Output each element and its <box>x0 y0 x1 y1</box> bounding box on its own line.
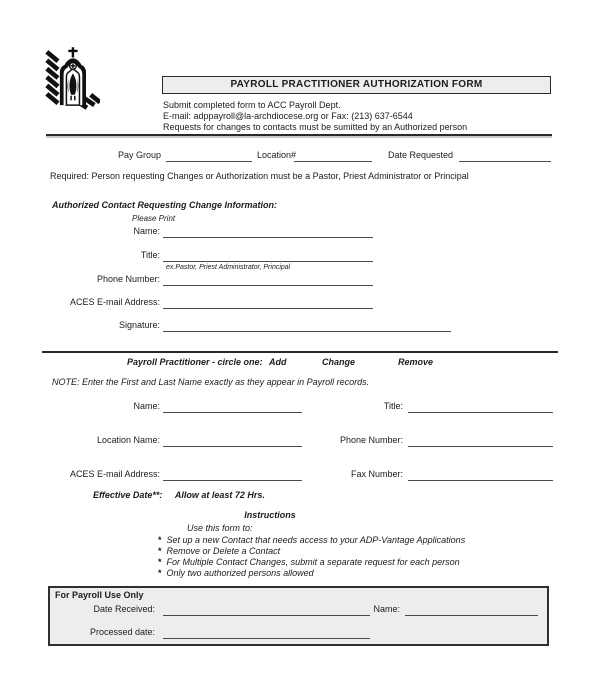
auth-email-input-line[interactable] <box>163 297 373 309</box>
prac-email-label: ACES E-mail Address: <box>69 469 160 479</box>
auth-name-input-line[interactable] <box>163 226 373 238</box>
date-requested-input-line[interactable] <box>459 150 551 162</box>
instruction-bullet: * For Multiple Contact Changes, submit a separate request for each person <box>158 557 460 567</box>
header-line-email-fax: E-mail: adppayroll@la-archdiocese.org or Fax: (213) 637-6544 <box>163 111 413 121</box>
auth-title-hint: ex.Pastor, Priest Administrator, Principal <box>166 264 291 271</box>
prac-name-input-line[interactable] <box>163 401 302 413</box>
payroll-name-input-line[interactable] <box>405 604 538 616</box>
prac-fax-label: Fax Number: <box>350 469 403 479</box>
prac-name-label: Name: <box>133 401 160 411</box>
auth-signature-input-line[interactable] <box>163 320 451 332</box>
prac-phone-input-line[interactable] <box>408 435 553 447</box>
instruction-bullet: * Remove or Delete a Contact <box>158 546 281 556</box>
auth-title-label: Title: <box>140 250 160 260</box>
pay-group-label: Pay Group <box>118 150 162 160</box>
prac-email-input-line[interactable] <box>163 469 302 481</box>
instruction-bullet: * Set up a new Contact that needs access to your ADP-Vantage Applications <box>158 535 466 545</box>
effective-date-row <box>93 490 265 501</box>
required-note: Required: Person requesting Changes or Authorization must be a Pastor, Priest Administrator or Principal <box>50 171 469 181</box>
archdiocese-la-logo-icon <box>44 45 100 111</box>
option-add[interactable]: Add <box>269 357 287 367</box>
section-divider <box>42 351 558 353</box>
date-requested-label: Date Requested <box>388 150 454 160</box>
prac-location-label: Location Name: <box>96 435 160 445</box>
header-line-submit: Submit completed form to ACC Payroll Dept. <box>163 100 341 110</box>
bullet-glyph: * <box>158 535 162 545</box>
processed-date-input-line[interactable] <box>163 627 370 639</box>
processed-date-label: Processed date: <box>89 627 155 637</box>
location-label: Location# <box>257 150 297 160</box>
option-change[interactable]: Change <box>322 357 356 367</box>
prac-title-input-line[interactable] <box>408 401 553 413</box>
practitioner-heading: Payroll Practitioner - circle one: <box>127 357 263 367</box>
prac-title-label: Title: <box>383 401 403 411</box>
instructions-intro: Use this form to: <box>187 523 253 533</box>
auth-title-input-line[interactable] <box>163 250 373 262</box>
auth-name-label: Name: <box>133 226 160 236</box>
auth-email-label: ACES E-mail Address: <box>69 297 160 307</box>
form-title: PAYROLL PRACTITIONER AUTHORIZATION FORM <box>162 76 551 94</box>
header-line-requests: Requests for changes to contacts must be sumitted by an Authorized person <box>163 122 468 132</box>
auth-signature-label: Signature: <box>118 320 160 330</box>
instructions-heading: Instructions <box>244 510 296 520</box>
please-print-note: Please Print <box>132 214 176 223</box>
date-received-label: Date Received: <box>93 604 155 614</box>
instruction-bullet: * Only two authorized persons allowed <box>158 568 314 578</box>
auth-phone-input-line[interactable] <box>163 274 373 286</box>
bullet-glyph: * <box>158 546 162 556</box>
payroll-records-note: NOTE: Enter the First and Last Name exactly as they appear in Payroll records. <box>52 377 370 387</box>
date-received-input-line[interactable] <box>163 604 370 616</box>
authorized-section-heading: Authorized Contact Requesting Change Information: <box>52 200 277 210</box>
payroll-use-only-box <box>48 586 549 646</box>
effective-date-label: Effective Date**: <box>93 490 163 500</box>
location-input-line[interactable] <box>294 150 372 162</box>
bullet-glyph: * <box>158 557 162 567</box>
header-instructions <box>163 100 467 133</box>
pay-group-input-line[interactable] <box>166 150 252 162</box>
option-remove[interactable]: Remove <box>398 357 434 367</box>
bullet-glyph: * <box>158 568 162 578</box>
prac-location-input-line[interactable] <box>163 435 302 447</box>
prac-phone-label: Phone Number: <box>339 435 403 445</box>
header-divider <box>46 134 552 136</box>
prac-fax-input-line[interactable] <box>408 469 553 481</box>
effective-date-text: Allow at least 72 Hrs. <box>174 490 265 500</box>
payroll-box-heading: For Payroll Use Only <box>55 590 144 600</box>
payroll-name-label: Name: <box>373 604 400 614</box>
auth-phone-label: Phone Number: <box>96 274 160 284</box>
